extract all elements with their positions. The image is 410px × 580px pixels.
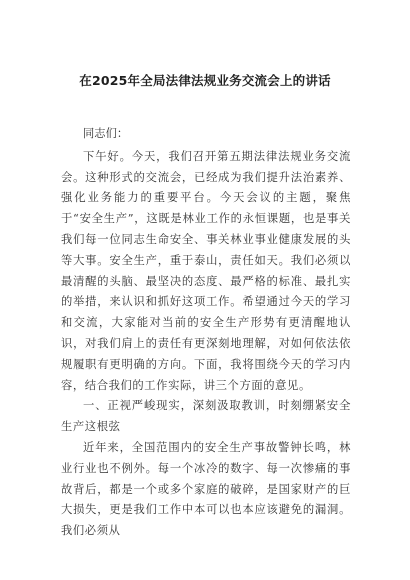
salutation: 同志们： — [83, 127, 129, 140]
opening-paragraph: 下午好。今天，我们召开第五期法律法规业务交流会。这种形式的交流会，已经成为我们提升法治素养、强化业务能力的重要平台。今天会议的主题，聚焦于“安全生产”，这既是林业工作的永恒课题，也是事关我们每一位同志生命安全、事关林业事业健康发展的头等大事。安全生产，重于泰山，责任如天。我们必须以最清醒的头脑、最坚决的态度、最严格的标准、最扎实的举措，来认识和抓好这项工作。希望通过今天的学习和交流，大家能对当前的安全生产形势有更清醒地认识，对我们肩上的责任有更深刻地理解，对如何依法依规履职有更明确的方向。下面，我将围绕今天的学习内容，结合我们的工作实际，讲三个方面的意见。 — [61, 149, 351, 392]
section-heading: 一、正视严峻现实，深刻汲取教训，时刻绷紧安全生产这根弦 — [61, 399, 351, 434]
section-paragraph: 近年来，全国范围内的安全生产事故警钟长鸣，林业行业也不例外。每一个冰冷的数字、每一次惨痛的事故背后，都是一个或多个家庭的破碎，是国家财产的巨大损失，更是我们工作中本可以也本应该避免的漏洞。我们必须从 — [61, 440, 351, 538]
document-body — [61, 124, 351, 542]
document-title: 在2025年全局法律法规业务交流会上的讲话 — [79, 73, 331, 88]
